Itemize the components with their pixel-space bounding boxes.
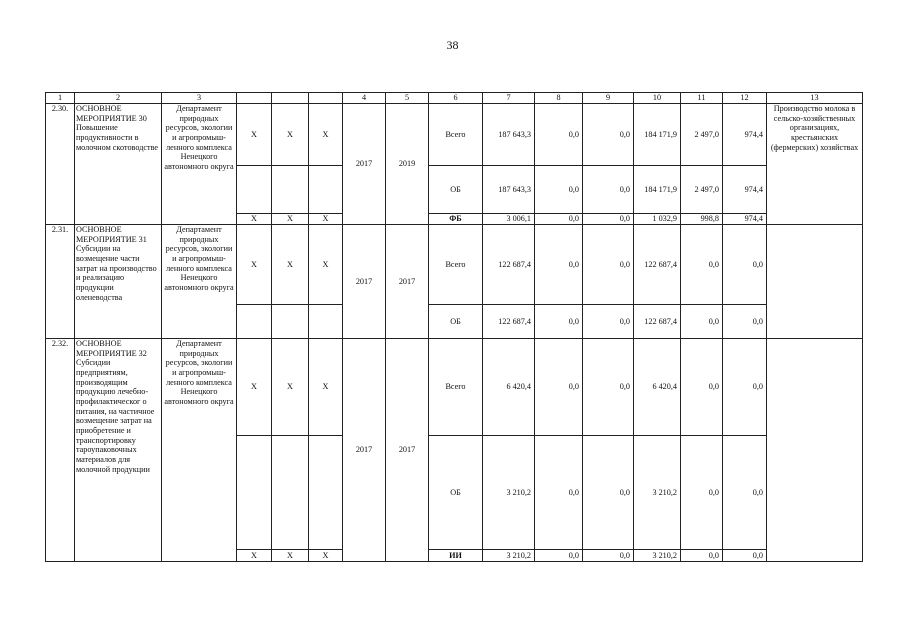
amount: 6 420,4 (634, 339, 681, 436)
amount-total: 3 210,2 (483, 436, 535, 550)
funding-source: Всего (429, 104, 483, 166)
x-mark (237, 436, 272, 550)
x-mark: X (309, 225, 343, 305)
amount: 184 171,9 (634, 104, 681, 166)
x-mark: X (237, 339, 272, 436)
x-mark (237, 305, 272, 339)
x-mark: X (272, 550, 309, 562)
amount: 122 687,4 (634, 225, 681, 305)
measure-name: ОСНОВНОЕ МЕРОПРИЯТИЕ 31 Субсидии на возмещение части затрат на производство и реализацию продукции оленеводства (75, 225, 162, 339)
row-number: 2.32. (46, 339, 75, 562)
amount: 0,0 (535, 305, 583, 339)
start-year: 2017 (343, 339, 386, 562)
header-cell: 9 (583, 93, 634, 104)
funding-source: Всего (429, 339, 483, 436)
amount: 0,0 (723, 225, 767, 305)
x-mark: X (272, 225, 309, 305)
amount: 0,0 (583, 225, 634, 305)
x-mark: X (272, 339, 309, 436)
amount: 0,0 (583, 305, 634, 339)
start-year: 2017 (343, 104, 386, 225)
amount: 0,0 (583, 166, 634, 214)
amount: 0,0 (681, 550, 723, 562)
x-mark: X (309, 339, 343, 436)
amount-total: 122 687,4 (483, 225, 535, 305)
funding-source: Всего (429, 225, 483, 305)
amount-total: 122 687,4 (483, 305, 535, 339)
x-mark: X (309, 104, 343, 166)
header-cell: 4 (343, 93, 386, 104)
amount-total: 6 420,4 (483, 339, 535, 436)
page-number: 38 (446, 38, 459, 52)
header-cell (309, 93, 343, 104)
x-mark (309, 436, 343, 550)
header-cell: 8 (535, 93, 583, 104)
department: Департамент природных ресурсов, экологии и агропромыш-ленного комплекса Ненецкого автономного округа (162, 225, 237, 339)
x-mark: X (309, 550, 343, 562)
row-number: 2.30. (46, 104, 75, 225)
x-mark (272, 305, 309, 339)
x-mark (272, 436, 309, 550)
x-mark (272, 166, 309, 214)
amount-total: 187 643,3 (483, 104, 535, 166)
header-cell: 6 (429, 93, 483, 104)
row-number: 2.31. (46, 225, 75, 339)
funding-source: ОБ (429, 305, 483, 339)
x-mark: X (272, 214, 309, 225)
header-cell: 7 (483, 93, 535, 104)
amount: 0,0 (535, 339, 583, 436)
header-cell: 10 (634, 93, 681, 104)
x-mark: X (237, 550, 272, 562)
table-row (46, 104, 863, 166)
amount-total: 187 643,3 (483, 166, 535, 214)
amount: 0,0 (723, 550, 767, 562)
amount: 0,0 (535, 225, 583, 305)
header-cell: 11 (681, 93, 723, 104)
x-mark (309, 305, 343, 339)
header-cell: 3 (162, 93, 237, 104)
amount: 0,0 (535, 436, 583, 550)
end-year: 2019 (386, 104, 429, 225)
measure-name: ОСНОВНОЕ МЕРОПРИЯТИЕ 32 Субсидии предприятиям, производящим продукцию лечебно-профилактическог о питания, на частичное возмещение затрат на приобретение и транспортировку тароупаковочных материалов для молочной продукции (75, 339, 162, 562)
x-mark: X (237, 214, 272, 225)
table-row (46, 225, 863, 305)
x-mark: X (272, 104, 309, 166)
amount: 184 171,9 (634, 166, 681, 214)
end-year: 2017 (386, 225, 429, 339)
amount: 0,0 (681, 225, 723, 305)
header-cell: 13 (767, 93, 863, 104)
header-cell: 5 (386, 93, 429, 104)
x-mark: X (237, 104, 272, 166)
expected-result: Производство молока в сельско-хозяйственных организациях, крестьянских (фермерских) хозяйствах (767, 104, 863, 225)
amount: 0,0 (535, 104, 583, 166)
amount: 0,0 (535, 166, 583, 214)
header-cell: 1 (46, 93, 75, 104)
expected-result (767, 339, 863, 562)
amount: 0,0 (681, 305, 723, 339)
x-mark (309, 166, 343, 214)
department: Департамент природных ресурсов, экологии и агропромыш-ленного комплекса Ненецкого автономного округа (162, 104, 237, 225)
funding-source: ОБ (429, 436, 483, 550)
measure-name: ОСНОВНОЕ МЕРОПРИЯТИЕ 30 Повышение продуктивности в молочном скотоводстве (75, 104, 162, 225)
amount: 974,4 (723, 104, 767, 166)
amount: 3 210,2 (634, 436, 681, 550)
amount: 0,0 (535, 214, 583, 225)
x-mark (237, 166, 272, 214)
funding-source: ИИ (429, 550, 483, 562)
department: Департамент природных ресурсов, экологии и агропромыш-ленного комплекса Ненецкого автономного округа (162, 339, 237, 562)
x-mark: X (309, 214, 343, 225)
amount: 998,8 (681, 214, 723, 225)
amount: 0,0 (723, 436, 767, 550)
amount: 3 210,2 (634, 550, 681, 562)
expected-result (767, 225, 863, 339)
funding-source: ФБ (429, 214, 483, 225)
header-cell (272, 93, 309, 104)
amount: 0,0 (681, 339, 723, 436)
amount: 0,0 (681, 436, 723, 550)
amount: 974,4 (723, 166, 767, 214)
header-cell: 12 (723, 93, 767, 104)
amount: 0,0 (583, 550, 634, 562)
amount: 2 497,0 (681, 104, 723, 166)
amount: 974,4 (723, 214, 767, 225)
amount-total: 3 006,1 (483, 214, 535, 225)
table-row (46, 339, 863, 436)
amount-total: 3 210,2 (483, 550, 535, 562)
header-cell: 2 (75, 93, 162, 104)
amount: 2 497,0 (681, 166, 723, 214)
amount: 0,0 (583, 436, 634, 550)
header-row (46, 93, 863, 104)
amount: 0,0 (535, 550, 583, 562)
amount: 122 687,4 (634, 305, 681, 339)
amount: 1 032,9 (634, 214, 681, 225)
x-mark: X (237, 225, 272, 305)
start-year: 2017 (343, 225, 386, 339)
amount: 0,0 (723, 339, 767, 436)
amount: 0,0 (583, 214, 634, 225)
program-table (45, 92, 863, 562)
end-year: 2017 (386, 339, 429, 562)
amount: 0,0 (723, 305, 767, 339)
funding-source: ОБ (429, 166, 483, 214)
header-cell (237, 93, 272, 104)
amount: 0,0 (583, 339, 634, 436)
amount: 0,0 (583, 104, 634, 166)
